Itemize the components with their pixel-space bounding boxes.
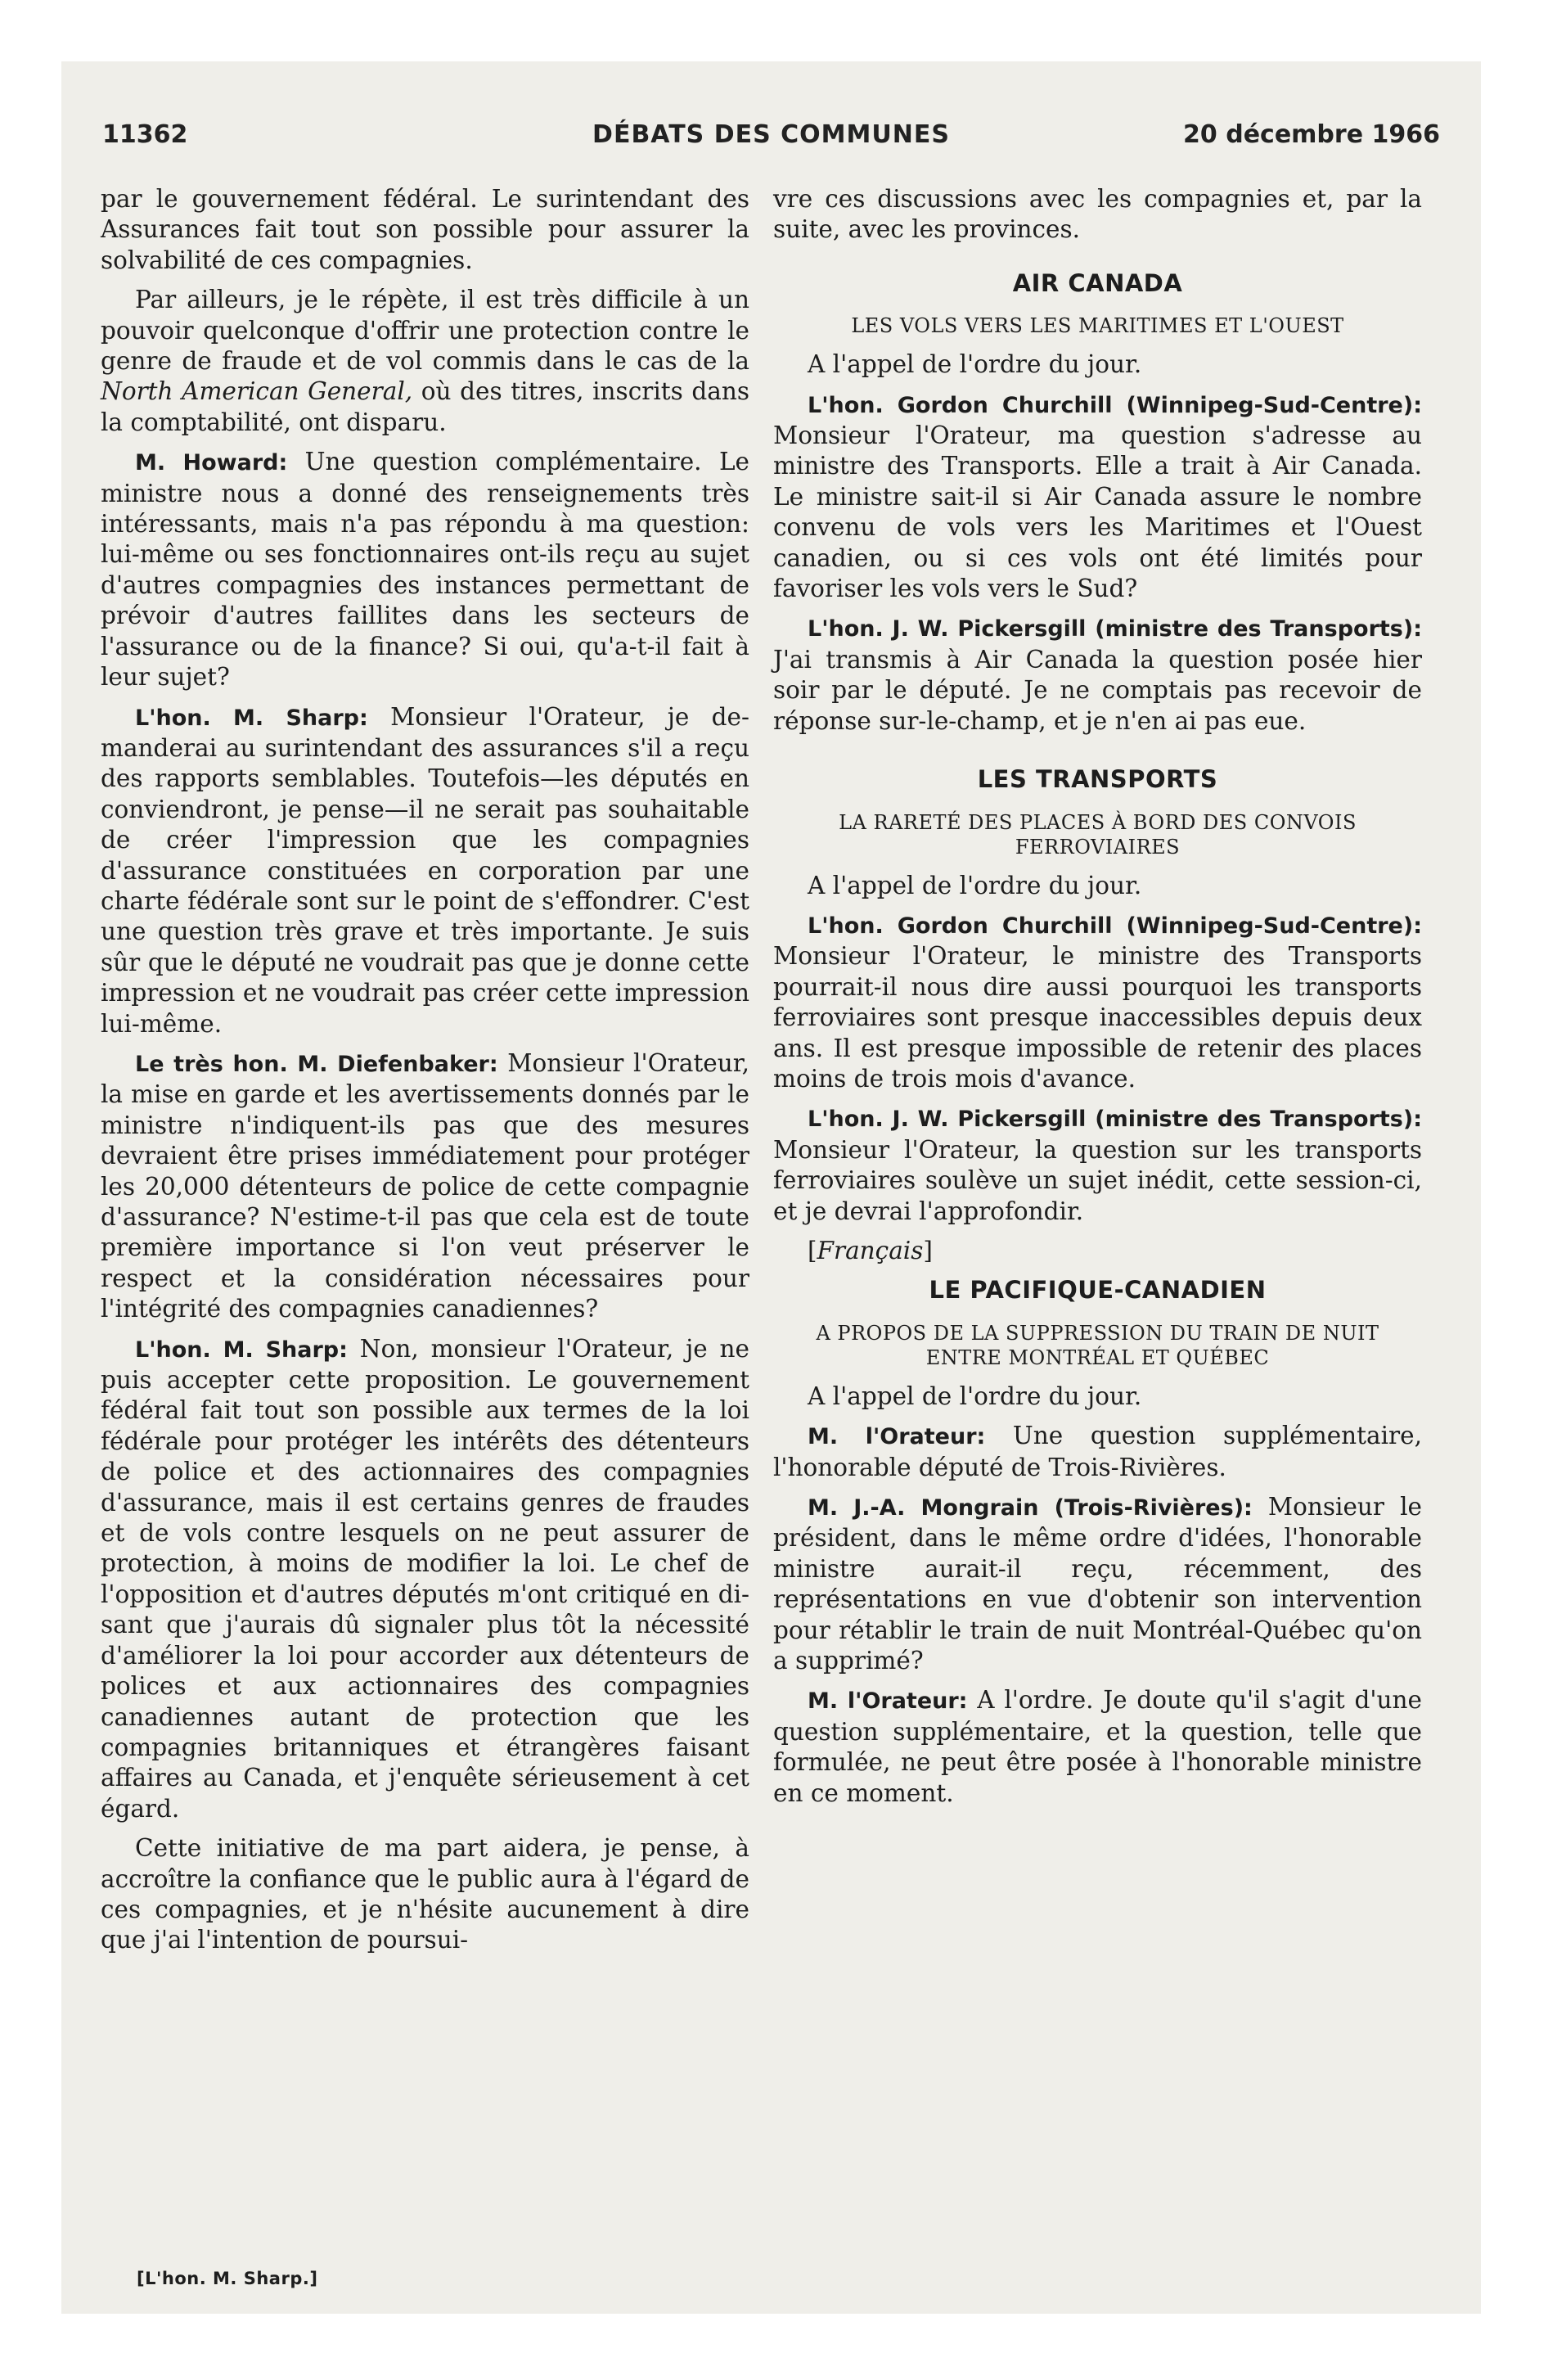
section-subheading: LA RARETÉ DES PLACES À BORD DES CONVOIS FERROVIAIRES <box>839 810 1357 859</box>
footer-speaker-reference: [L'hon. M. Sharp.] <box>137 2269 318 2288</box>
right-column <box>773 184 1422 1818</box>
speaker-name: L'hon. M. Sharp: <box>135 1336 348 1363</box>
company-name: North American General, <box>101 377 413 406</box>
speaker-name: M. l'Orateur: <box>808 1688 968 1715</box>
speech: L'hon. M. Sharp: Non, monsieur l'Orateur, je ne puis accepter cette proposition. Le gouvernement fédéral fait tout son possible aux termes de la loi fédérale pour protéger les intérêts des détenteurs de police et des actionnaires des compagnies d'assurance, mais il est certains genres de fraudes et de vols contre lesquels on ne peut assurer de protection, à moins de modifier la loi. Le chef de l'opposition et d'autres députés m'ont critiqué en disant que j'aurais dû signaler plus tôt la nécessité d'améliorer la loi pour accorder aux détenteurs de polices et aux actionnaires des compagnies canadiennes autant de protection que les compagnies britanniques et étrangères faisant affaires au Canada, et j'enquête sérieusement à cet égard. <box>101 1334 749 1823</box>
page-header <box>102 120 1440 161</box>
paragraph: Par ailleurs, je le répète, il est très difficile à un pouvoir quelconque d'offrir une protection contre le genre de fraude et de vol commis dans le cas de la North American General, où des titres, inscrits dans la comptabilité, ont disparu. <box>101 286 749 436</box>
page-number: 11362 <box>102 120 188 149</box>
speaker-name: L'hon. M. Sharp: <box>135 705 368 731</box>
section-heading: LES TRANSPORTS <box>977 765 1218 794</box>
left-column <box>101 184 749 1965</box>
section-heading: LE PACIFIQUE-CANADIEN <box>929 1276 1267 1305</box>
speaker-name: M. l'Orateur: <box>808 1424 986 1450</box>
section-heading: AIR CANADA <box>1012 268 1183 297</box>
speech: M. Howard: Une question complémentaire. Le ministre nous a donné des renseignements très intéressants, mais n'a pas répondu à ma question: lui-même ou ses fonctionnaires ont-ils reçu au sujet d'autres compagnies des instances permettant de prévoir d'autres faillites dans les secteurs de l'assurance ou de la finance? Si oui, qu'a-t-il fait à leur sujet? <box>101 448 749 692</box>
speaker-name: L'hon. Gordon Churchill (Winnipeg-Sud-Centre): <box>808 392 1422 418</box>
speaker-name: Le très hon. M. Diefenbaker: <box>135 1051 498 1077</box>
section-subheading: A PROPOS DE LA SUPPRESSION DU TRAIN DE NUIT ENTRE MONTRÉAL ET QUÉBEC <box>816 1321 1379 1369</box>
page-sheet <box>61 61 1481 2314</box>
section-subheading: LES VOLS VERS LES MARITIMES ET L'OUEST <box>851 314 1344 338</box>
speech: L'hon. M. Sharp: Monsieur l'Orateur, je demanderai au surintendant des assurances s'il a reçu des rapports semblables. Toutefois—les députés en conviendront, je pense—il ne serait pas souhaitable de créer l'impression que les compagnies d'assurance constituées en corporation par une charte fédérale sont sur le point de s'effondrer. C'est une question très grave et très importante. Je suis sûr que le député ne voudrait pas que je donne cette impression et ne voudrait pas créer cette impression lui-même. <box>101 702 749 1038</box>
publication-title: DÉBATS DES COMMUNES <box>592 120 950 149</box>
order-of-day: A l'appel de l'ordre du jour. <box>808 1382 1142 1410</box>
speech: M. l'Orateur: A l'ordre. Je doute qu'il s'agit d'une question supplémentaire, et la question, telle que formulée, ne peut être posée à l'honorable ministre en ce moment. <box>773 1686 1422 1807</box>
speaker-name: L'hon. Gordon Churchill (Winnipeg-Sud-Centre): <box>808 913 1422 939</box>
speech: L'hon. J. W. Pickersgill (ministre des Transports): Monsieur l'Orateur, la question sur les transports ferroviaires soulève un sujet inédit, cette session-ci, et je devrai l'approfondir. <box>773 1107 1422 1225</box>
speaker-name: L'hon. J. W. Pickersgill (ministre des Transports): <box>808 616 1422 642</box>
paragraph: par le gouvernement fédéral. Le surintendant des Assurances fait tout son possible pour assurer la solvabilité de ces compagnies. <box>101 185 749 274</box>
language-tag: [Français] <box>808 1236 933 1264</box>
speaker-name: M. Howard: <box>135 450 288 476</box>
paragraph: Cette initiative de ma part aidera, je pense, à accroître la confiance que le public aura à l'égard de ces compagnies, et je n'hésite aucunement à dire que j'ai l'intention de poursui- <box>101 1834 749 1954</box>
speech: L'hon. Gordon Churchill (Winnipeg-Sud-Centre): Monsieur l'Orateur, le ministre des Transports pourrait-il nous dire aussi pourquoi les transports ferroviaires sont presque inaccessibles depuis deux ans. Il est presque impossible de retenir des places moins de trois mois d'avance. <box>773 913 1422 1093</box>
paragraph: vre ces discussions avec les compagnies et, par la suite, avec les provinces. <box>773 185 1422 244</box>
order-of-day: A l'appel de l'ordre du jour. <box>808 350 1142 379</box>
speaker-name: M. J.-A. Mongrain (Trois-Rivières): <box>808 1495 1253 1521</box>
speech: L'hon. J. W. Pickersgill (ministre des Transports): J'ai transmis à Air Canada la question posée hier soir par le député. Je ne comptais pas recevoir de réponse sur-le-champ, et je n'en ai pas eue. <box>773 616 1422 735</box>
publication-date: 20 décembre 1966 <box>1183 120 1440 149</box>
speech: M. l'Orateur: Une question supplémentaire, l'honorable député de Trois-Rivières. <box>773 1422 1422 1481</box>
speech: M. J.-A. Mongrain (Trois-Rivières): Monsieur le président, dans le même ordre d'idées, l'honorable ministre aurait-il reçu, récemment, des représentations en vue d'obtenir son intervention pour rétablir le train de nuit Montréal-Québec qu'on a supprimé? <box>773 1493 1423 1675</box>
order-of-day: A l'appel de l'ordre du jour. <box>808 871 1142 899</box>
speech: L'hon. Gordon Churchill (Winnipeg-Sud-Centre): Monsieur l'Orateur, ma question s'adresse au ministre des Transports. Elle a trait à Air Canada. Le ministre sait-il si Air Canada assure le nombre convenu de vols vers les Maritimes et l'Ouest canadien, ou si ces vols ont été limités pour favoriser les vols vers le Sud? <box>773 392 1422 603</box>
speech: Le très hon. M. Diefenbaker: Monsieur l'Orateur, la mise en garde et les avertissements donnés par le ministre n'indiquent-ils pas que des mesures devraient être prises immédiatement pour protéger les 20,000 détenteurs de police de cette compagnie d'assurance? N'estime-t-il pas que cela est de toute première importance si l'on veut préserver le respect et la considération nécessaires pour l'intégrité des compagnies canadiennes? <box>101 1048 749 1323</box>
speaker-name: L'hon. J. W. Pickersgill (ministre des Transports): <box>808 1107 1422 1133</box>
